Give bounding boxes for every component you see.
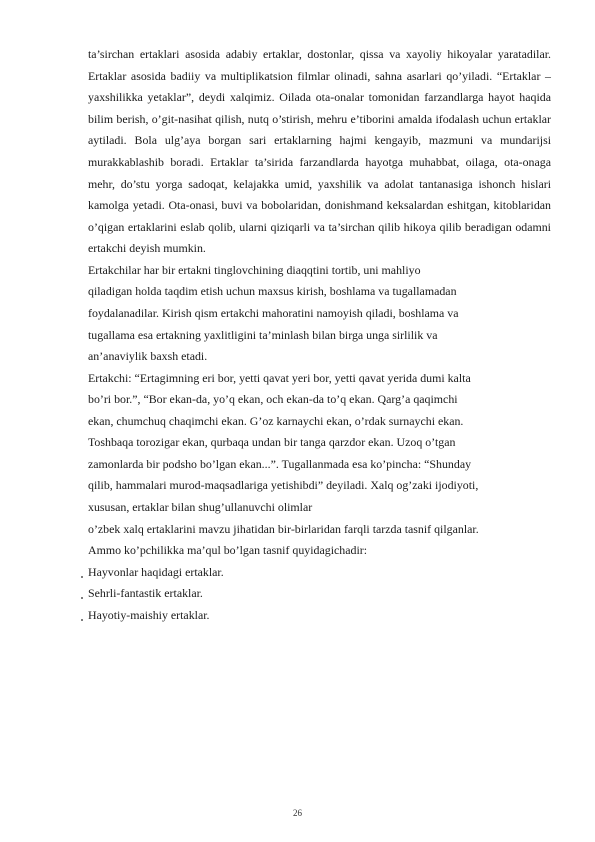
text-line: o’zbek xalq ertaklarini mavzu jihatidan bir-birlaridan farqli tarzda tasnif qilganlar. xyxy=(88,521,479,536)
list-item xyxy=(88,605,551,627)
list-item xyxy=(88,583,551,605)
bullet-icon xyxy=(81,597,83,599)
watermark-shape xyxy=(290,760,360,808)
text-line: qilib, hammalari murod-maqsadlariga yetishibdi” deyiladi. Xalq og’zaki ijodiyoti, xyxy=(88,478,479,493)
text-line: qiladigan holda taqdim etish uchun maxsus kirish, boshlama va tugallamadan xyxy=(88,284,457,299)
list-item-label: Sehrli-fantastik ertaklar. xyxy=(88,586,203,601)
watermark-shape xyxy=(10,35,80,83)
text-line: ekan, chumchuq chaqimchi ekan. G’oz karnaychi ekan, o’rdak surnaychi ekan. xyxy=(88,413,464,428)
text-line: foydalanadilar. Kirish qism ertakchi mahoratini namoyish qiladi, boshlama va xyxy=(88,306,459,321)
watermark-shape xyxy=(10,760,80,808)
list-item-label: Hayotiy-maishiy ertaklar. xyxy=(88,607,210,622)
list-item-label: Hayvonlar haqidagi ertaklar. xyxy=(88,564,224,579)
text-line: Ertakchilar har bir ertakni tinglovchining diaqqtini tortib, uni mahliyo xyxy=(88,262,421,277)
text-line: Toshbaqa torozigar ekan, qurbaqa undan bir tanga qarzdor ekan. Uzoq o’tgan xyxy=(88,435,456,450)
watermark-shape xyxy=(430,760,500,808)
body-text xyxy=(88,44,551,626)
watermark-shape xyxy=(150,760,220,808)
bullet-icon xyxy=(81,576,83,578)
watermark-shape xyxy=(10,520,80,568)
text-line: Ammo ko’pchilikka ma’qul bo’lgan tasnif quyidagichadir: xyxy=(88,543,368,558)
page-number: 26 xyxy=(293,808,302,818)
text-line: bo’ri bor.”, “Bor ekan-da, yo’q ekan, och ekan-da to’q ekan. Qarg’a qaqimchi xyxy=(88,392,458,407)
text-line: tugallama esa ertakning yaxlitligini ta’minlash bilan birga unga sirlilik va xyxy=(88,327,438,342)
text-line: Ertakchi: “Ertagimning eri bor, yetti qavat yeri bor, yetti qavat yerida dumi kalta xyxy=(88,370,471,385)
text-line: an’anaviylik baxsh etadi. xyxy=(88,349,208,364)
paragraph: ta’sirchan ertaklari asosida adabiy ertaklar, dostonlar, qissa va xayoliy hikoyalar yaratadilar. Ertaklar asosida badiiy va multiplikatsion filmlar olinadi, sahna asarlari qo’yiladi. “Ertaklar – yaxshilikka yetaklar”, deydi xalqimiz. Oilada ota-onalar tomonidan farzandlarga hayot haqida bilim berish, o’git-nasihat qilish, nutq o’stirish, mehru e’tiborini amalda ifodalash uchun ertaklar aytiladi. Bola ulg’aya borgan sari ertaklarning hajmi kengayib, mazmuni va mundarijsi murakkablashib boradi. Ertaklar ta’sirida farzandlarda hayotga muhabbat, oilaga, ota-onaga mehr, do’stu yorga sadoqat, kelajakka umid, yaxshilik va adolat tantanasiga ishonch hislari kamolga yetadi. Ota-onasi, buvi va bobolaridan, donishmand keksalardan eshitgan, kitoblaridan o’qigan ertaklarini eslab qolib, ularni qiziqarli va ta’sirchan qilib hikoya qilib beradigan odamni ertakchi deyish mumkin. xyxy=(88,47,551,256)
text-line: xususan, ertaklar bilan shug’ullanuvchi olimlar xyxy=(88,499,313,514)
text-line: zamonlarda bir podsho bo’lgan ekan...”. Tugallanmada esa ko’pincha: “Shunday xyxy=(88,456,472,471)
list-item xyxy=(88,562,551,584)
bullet-icon xyxy=(81,619,83,621)
